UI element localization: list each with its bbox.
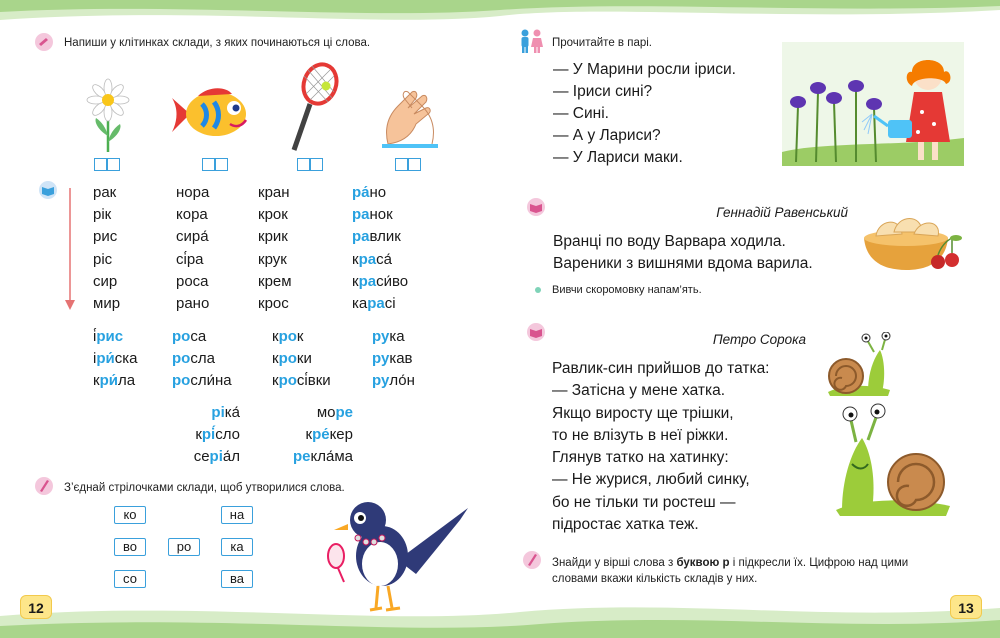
word-column-2 [172, 326, 232, 393]
instruction-text: Знайди у вірші слова з [552, 557, 677, 569]
word-part: к [272, 350, 279, 368]
word-part: к [305, 426, 313, 444]
word-part: к [272, 372, 279, 390]
word-part: рис [93, 228, 118, 246]
poem-line: — Не журися, любий синку, [552, 471, 750, 489]
word-part: мо [316, 404, 336, 421]
dialog-line: — Сині. [553, 105, 609, 122]
dumplings-and-cherries-picture [858, 208, 962, 274]
page-number-left: 12 [20, 595, 52, 619]
word-item [172, 348, 232, 370]
highlighted-syllable: ри́ [99, 372, 118, 390]
word-part: к [352, 250, 359, 268]
highlighted-syllable: ро [172, 350, 191, 368]
syllable-so[interactable]: со [114, 570, 146, 588]
highlighted-syllable: рис [96, 328, 124, 345]
word-item [176, 226, 209, 248]
highlighted-syllable: ра [358, 272, 377, 290]
word-item [372, 326, 415, 348]
word-part: і́ [93, 328, 97, 345]
word-part: к [272, 328, 279, 345]
word-part: сира́ [176, 228, 209, 246]
word-part: рік [93, 206, 112, 224]
word-item [352, 204, 408, 226]
word-column-3 [272, 326, 331, 393]
word-part: сі [384, 295, 396, 313]
syllable-column-3 [258, 182, 292, 315]
word-part: мир [93, 295, 121, 313]
word-item [176, 249, 209, 271]
writing-task-icon [34, 32, 54, 52]
word-part: кора [176, 206, 208, 224]
poem-line: — Затісна у мене хатка. [552, 382, 726, 400]
word-item [267, 446, 353, 468]
word-part: кран [258, 184, 290, 201]
word-item [93, 271, 120, 293]
word-part: рак [93, 184, 117, 201]
highlighted-syllable: ра [367, 295, 385, 313]
big-snail-picture [832, 402, 954, 520]
poem-line: бо не тільки ти ростеш — [552, 493, 736, 511]
author-ravenskyi: Геннадій Равенський [716, 205, 848, 220]
dialog-line: — У Лариси маки. [553, 149, 683, 166]
highlighted-syllable: ро [278, 328, 297, 345]
highlighted-syllable: ро [278, 350, 297, 368]
word-item [172, 326, 232, 348]
word-item [176, 182, 209, 204]
word-item [93, 293, 120, 315]
word-part: ска [114, 350, 138, 368]
word-part: ло́н [389, 372, 415, 390]
word-part: са́ [376, 250, 392, 268]
word-part: роса [176, 272, 209, 290]
tongue-twister-line: Вареники з вишнями вдома варила. [553, 255, 813, 272]
highlighted-syllable: ро [172, 328, 191, 345]
syllable-ka[interactable]: ка [221, 538, 253, 556]
syllable-column-4 [352, 182, 408, 315]
word-part: сло [215, 426, 240, 444]
word-item [258, 271, 292, 293]
word-part: нора [176, 184, 210, 201]
down-arrow-icon [64, 188, 76, 312]
word-part: кав [389, 350, 413, 368]
word-part: і [93, 350, 97, 368]
answer-cells-3[interactable] [297, 158, 323, 171]
word-part: к [93, 372, 100, 390]
highlighted-syllable: ре [293, 448, 311, 466]
dialog-text [553, 59, 736, 169]
syllable-ro[interactable]: ро [168, 538, 200, 556]
word-item [267, 402, 353, 424]
word-part: крем [258, 272, 292, 290]
clapping-hands-picture [378, 86, 442, 148]
pencil-task-icon [522, 550, 542, 570]
word-item [176, 271, 209, 293]
answer-cells-1[interactable] [94, 158, 120, 171]
word-item [352, 293, 408, 315]
word-item [93, 182, 120, 204]
task-find-letter-r [552, 555, 954, 587]
task-join-syllables: З’єднай стрілочками склади, щоб утворилися слова. [64, 482, 345, 494]
word-item [258, 204, 292, 226]
fish-picture [168, 84, 254, 144]
syllable-na[interactable]: на [221, 506, 253, 524]
word-part: крук [258, 250, 287, 268]
page-number-right: 13 [950, 595, 982, 619]
bullet-dot [535, 287, 541, 293]
word-item [272, 370, 331, 392]
highlighted-syllable: ри́ [96, 350, 115, 368]
highlighted-syllable: ра [352, 228, 370, 246]
word-part: ріс [93, 250, 113, 268]
word-item [172, 370, 232, 392]
word-part: ки [296, 350, 312, 368]
word-item [372, 348, 415, 370]
word-item [93, 249, 120, 271]
dialog-line: — У Марини росли іриси. [553, 61, 736, 78]
highlighted-syllable: ру [372, 328, 390, 345]
poem-line: Якщо виросту ще трішки, [552, 404, 734, 422]
word-item [272, 326, 331, 348]
word-part: ка́ [224, 404, 240, 421]
answer-cells-4[interactable] [395, 158, 421, 171]
author-soroka: Петро Сорока [712, 332, 806, 347]
word-part: сир [93, 272, 118, 290]
dialog-line: — Іриси сині? [553, 83, 653, 100]
tongue-twister-text [553, 231, 813, 275]
top-wave-decoration [0, 0, 1000, 30]
daisy-picture [86, 78, 130, 154]
word-part: крос [258, 295, 289, 313]
pencil-task-icon [34, 476, 54, 496]
word-part: ка [389, 328, 405, 345]
word-part: рано [176, 295, 210, 313]
word-part: но [369, 184, 387, 201]
poem-line: Глянув татко на хатинку: [552, 449, 729, 467]
highlighted-syllable: рі́ [201, 426, 216, 444]
word-part: са [190, 328, 207, 345]
word-item [352, 249, 408, 271]
highlighted-syllable: ру [372, 372, 390, 390]
syllable-column-1 [93, 182, 120, 315]
highlighted-syllable: ре [335, 404, 353, 421]
word-item [258, 249, 292, 271]
reading-book-icon [526, 197, 546, 217]
word-item [93, 326, 137, 348]
word-item [180, 402, 240, 424]
highlighted-syllable: рі [211, 404, 225, 421]
dialog-line: — А у Лариси? [553, 127, 661, 144]
word-item [352, 271, 408, 293]
tennis-racket-picture [286, 62, 340, 154]
syllable-vo[interactable]: во [114, 538, 146, 556]
word-item [180, 424, 240, 446]
poem-line: то не влізуть в неї ріжки. [552, 426, 729, 444]
highlighted-syllable: рі [209, 448, 223, 466]
word-item [258, 182, 292, 204]
word-item [176, 293, 209, 315]
word-item [93, 348, 137, 370]
word-part: сли́на [190, 372, 232, 390]
highlighted-syllable: ра [352, 206, 370, 224]
instruction-text: і підкресли їх. Цифрою над цими словами вкажи кількість складів у них. [552, 557, 909, 585]
girl-watering-irises-picture [782, 42, 964, 166]
word-item [93, 204, 120, 226]
word-part: крик [258, 228, 288, 246]
word-part: сі́ра [176, 250, 204, 268]
poem-line: підростає хатка теж. [552, 516, 699, 534]
syllable-column-2 [176, 182, 209, 315]
word-item [93, 226, 120, 248]
word-item [372, 370, 415, 392]
word-part: се [193, 448, 210, 466]
highlighted-syllable: ру [372, 350, 390, 368]
word-part: си́во [376, 272, 409, 290]
word-part: крок [258, 206, 288, 224]
word-part: кер [329, 426, 353, 444]
word-item [352, 226, 408, 248]
highlighted-syllable: ра [358, 250, 377, 268]
word-part: сла [190, 350, 215, 368]
highlighted-syllable: ра́ [352, 184, 370, 201]
word-item [352, 182, 408, 204]
word-part: а́л [222, 448, 240, 466]
poem-line: Равлик-син прийшов до татка: [552, 360, 770, 377]
small-snail-picture [824, 332, 894, 398]
word-item [258, 226, 292, 248]
word-item [93, 370, 137, 392]
bottom-wave-decoration [0, 596, 1000, 638]
word-column-1 [93, 326, 137, 393]
word-item [176, 204, 209, 226]
answer-cells-2[interactable] [202, 158, 228, 171]
word-part: влик [369, 228, 401, 246]
task-write-syllables: Напиши у клітинках склади, з яких починаються ці слова. [64, 37, 371, 49]
bold-phrase: буквою р [676, 557, 730, 569]
task-read-in-pairs: Прочитайте в парі. [552, 37, 652, 49]
syllable-ko[interactable]: ко [114, 506, 146, 524]
word-part: сі́вки [296, 372, 331, 390]
word-column-5 [180, 402, 240, 469]
word-part: к [352, 272, 359, 290]
word-column-4 [372, 326, 415, 393]
reading-book-icon [526, 322, 546, 342]
highlighted-syllable: ре́ [312, 426, 330, 444]
word-part: нок [369, 206, 393, 224]
pair-reading-icon [518, 28, 544, 54]
highlighted-syllable: ро [172, 372, 191, 390]
reading-book-icon [38, 180, 58, 200]
syllable-va[interactable]: ва [221, 570, 253, 588]
word-item [272, 348, 331, 370]
word-part: к [296, 328, 304, 345]
word-item [267, 424, 353, 446]
word-part: ка [352, 295, 368, 313]
word-item [258, 293, 292, 315]
snail-poem-text [552, 358, 770, 536]
word-item [180, 446, 240, 468]
highlighted-syllable: ро [278, 372, 297, 390]
tongue-twister-line: Вранці по воду Варвара ходила. [553, 233, 786, 250]
task-learn-by-heart: Вивчи скоромовку напам’ять. [552, 284, 702, 296]
word-part: к [195, 426, 202, 444]
magpie-picture [320, 490, 470, 616]
word-part: кла́ма [310, 448, 353, 466]
word-part: ла [117, 372, 136, 390]
word-column-6 [267, 402, 353, 469]
